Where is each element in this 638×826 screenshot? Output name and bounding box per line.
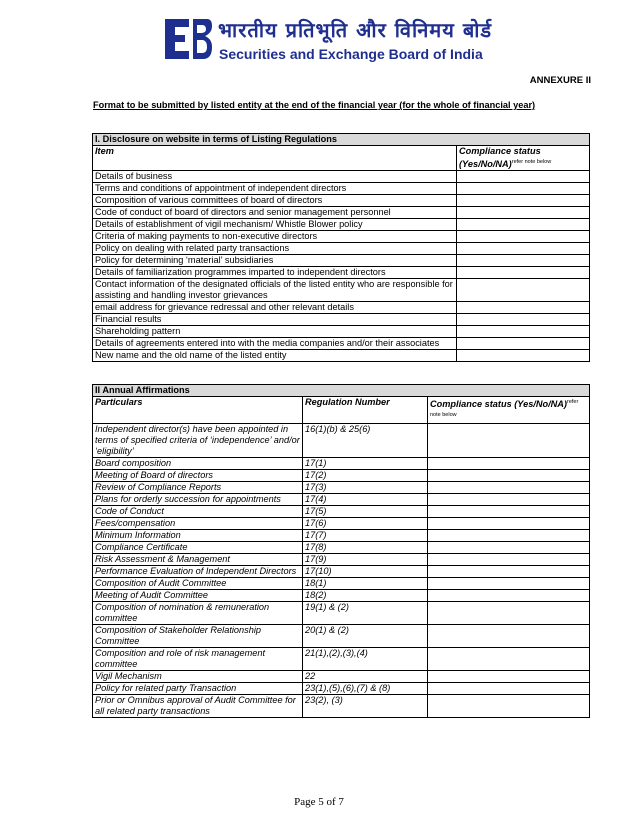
org-name-english: Securities and Exchange Board of India <box>219 46 483 62</box>
status-cell[interactable] <box>428 424 590 458</box>
regulation-cell: 18(1) <box>303 578 428 590</box>
status-cell[interactable] <box>457 350 590 362</box>
status-cell[interactable] <box>428 566 590 578</box>
regulation-cell: 21(1),(2),(3),(4) <box>303 648 428 671</box>
table-row <box>93 279 590 302</box>
regulation-cell: 18(2) <box>303 590 428 602</box>
item-cell: Policy for determining ‘material’ subsidiaries <box>93 255 457 267</box>
particulars-cell: Composition of nomination & remuneration committee <box>93 602 303 625</box>
item-cell: Details of establishment of vigil mechanism/ Whistle Blower policy <box>93 219 457 231</box>
particulars-cell: Code of Conduct <box>93 506 303 518</box>
table-row <box>93 578 590 590</box>
status-cell[interactable] <box>457 171 590 183</box>
item-cell: Code of conduct of board of directors and senior management personnel <box>93 207 457 219</box>
particulars-cell: Composition of Stakeholder Relationship Committee <box>93 625 303 648</box>
status-cell[interactable] <box>428 625 590 648</box>
regulation-cell: 17(8) <box>303 542 428 554</box>
table-row <box>93 671 590 683</box>
table-row <box>93 314 590 326</box>
status-header-text: Compliance status (Yes/No/NA) <box>459 146 541 170</box>
table-row <box>93 695 590 718</box>
table-row <box>93 518 590 530</box>
table-row <box>93 542 590 554</box>
particulars-cell: Plans for orderly succession for appointments <box>93 494 303 506</box>
status-cell[interactable] <box>428 683 590 695</box>
table-row <box>93 530 590 542</box>
status2-note: refer note below <box>430 399 579 419</box>
table-row <box>93 470 590 482</box>
item-cell: Criteria of making payments to non-executive directors <box>93 231 457 243</box>
status-note: refer note below <box>511 159 552 165</box>
status-cell[interactable] <box>428 648 590 671</box>
particulars-cell: Fees/compensation <box>93 518 303 530</box>
table-row <box>93 183 590 195</box>
col-particulars-header: Particulars <box>93 397 303 424</box>
table-row <box>93 350 590 362</box>
status-cell[interactable] <box>457 326 590 338</box>
status2-header-text: Compliance status (Yes/No/NA) <box>430 399 567 410</box>
status-cell[interactable] <box>457 207 590 219</box>
regulation-cell: 17(6) <box>303 518 428 530</box>
regulation-cell: 17(4) <box>303 494 428 506</box>
status-cell[interactable] <box>428 671 590 683</box>
particulars-cell: Independent director(s) have been appointed in terms of specified criteria of ‘independence’ and/or ‘eligibility’ <box>93 424 303 458</box>
item-cell: Details of agreements entered into with the media companies and/or their associates <box>93 338 457 350</box>
particulars-cell: Policy for related party Transaction <box>93 683 303 695</box>
status-cell[interactable] <box>428 578 590 590</box>
table-row <box>93 243 590 255</box>
item-cell: Financial results <box>93 314 457 326</box>
table-row <box>93 255 590 267</box>
status-cell[interactable] <box>428 458 590 470</box>
status-cell[interactable] <box>428 695 590 718</box>
status-cell[interactable] <box>428 542 590 554</box>
status-cell[interactable] <box>457 183 590 195</box>
annexure-label: ANNEXURE II <box>529 75 591 86</box>
table-row <box>93 326 590 338</box>
page-footer: Page 5 of 7 <box>294 796 344 808</box>
status-cell[interactable] <box>457 243 590 255</box>
particulars-cell: Vigil Mechanism <box>93 671 303 683</box>
table-row <box>93 338 590 350</box>
particulars-cell: Review of Compliance Reports <box>93 482 303 494</box>
regulation-cell: 22 <box>303 671 428 683</box>
particulars-cell: Composition and role of risk management committee <box>93 648 303 671</box>
regulation-cell: 20(1) & (2) <box>303 625 428 648</box>
status-cell[interactable] <box>457 279 590 302</box>
table-row <box>93 231 590 243</box>
regulation-cell: 19(1) & (2) <box>303 602 428 625</box>
status-cell[interactable] <box>428 530 590 542</box>
particulars-cell: Prior or Omnibus approval of Audit Committee for all related party transactions <box>93 695 303 718</box>
particulars-cell: Minimum Information <box>93 530 303 542</box>
regulation-cell: 17(3) <box>303 482 428 494</box>
particulars-cell: Board composition <box>93 458 303 470</box>
item-cell: Details of business <box>93 171 457 183</box>
particulars-cell: Risk Assessment & Management <box>93 554 303 566</box>
table-row <box>93 302 590 314</box>
table-row <box>93 494 590 506</box>
item-cell: Contact information of the designated officials of the listed entity who are responsible for assisting and handling investor grievances <box>93 279 457 302</box>
particulars-cell: Composition of Audit Committee <box>93 578 303 590</box>
status-cell[interactable] <box>457 255 590 267</box>
regulation-cell: 16(1)(b) & 25(6) <box>303 424 428 458</box>
item-cell: Shareholding pattern <box>93 326 457 338</box>
table-row <box>93 207 590 219</box>
table-row <box>93 625 590 648</box>
table-row <box>93 554 590 566</box>
particulars-cell: Compliance Certificate <box>93 542 303 554</box>
status-cell[interactable] <box>428 494 590 506</box>
table-row <box>93 195 590 207</box>
status-cell[interactable] <box>428 518 590 530</box>
table-row <box>93 648 590 671</box>
regulation-cell: 23(2), (3) <box>303 695 428 718</box>
col-status-header <box>457 146 590 171</box>
status-cell[interactable] <box>428 482 590 494</box>
status-cell[interactable] <box>457 338 590 350</box>
status-cell[interactable] <box>457 314 590 326</box>
section2-title: II Annual Affirmations <box>93 385 590 397</box>
section1-title: I. Disclosure on website in terms of Listing Regulations <box>93 134 590 146</box>
col-regulation-header: Regulation Number <box>303 397 428 424</box>
item-cell: New name and the old name of the listed entity <box>93 350 457 362</box>
col-item-header: Item <box>93 146 457 171</box>
status-cell[interactable] <box>457 231 590 243</box>
status-cell[interactable] <box>457 267 590 279</box>
website-disclosure-table <box>92 133 590 362</box>
format-title: Format to be submitted by listed entity at the end of the financial year (for the whole of financial year) <box>93 100 536 110</box>
item-cell: Composition of various committees of board of directors <box>93 195 457 207</box>
table-row <box>93 219 590 231</box>
item-cell: Policy on dealing with related party transactions <box>93 243 457 255</box>
org-name-hindi: भारतीय प्रतिभूति और विनिमय बोर्ड <box>218 18 493 42</box>
table-row <box>93 171 590 183</box>
annual-affirmations-table <box>92 384 590 718</box>
status-cell[interactable] <box>457 195 590 207</box>
status-cell[interactable] <box>428 554 590 566</box>
table-row <box>93 267 590 279</box>
status-cell[interactable] <box>428 470 590 482</box>
regulation-cell: 17(9) <box>303 554 428 566</box>
table-row <box>93 590 590 602</box>
table-row <box>93 602 590 625</box>
regulation-cell: 23(1),(5),(6),(7) & (8) <box>303 683 428 695</box>
status-cell[interactable] <box>428 602 590 625</box>
table-row <box>93 683 590 695</box>
status-cell[interactable] <box>457 219 590 231</box>
regulation-cell: 17(5) <box>303 506 428 518</box>
table-row <box>93 506 590 518</box>
item-cell: Details of familiarization programmes imparted to independent directors <box>93 267 457 279</box>
status-cell[interactable] <box>428 590 590 602</box>
status-cell[interactable] <box>457 302 590 314</box>
letterhead <box>0 14 638 66</box>
sebi-logo-icon <box>163 16 213 62</box>
regulation-cell: 17(2) <box>303 470 428 482</box>
table-row <box>93 458 590 470</box>
regulation-cell: 17(10) <box>303 566 428 578</box>
particulars-cell: Meeting of Board of directors <box>93 470 303 482</box>
table-row <box>93 566 590 578</box>
status-cell[interactable] <box>428 506 590 518</box>
table-row <box>93 424 590 458</box>
col-status2-header <box>428 397 590 424</box>
item-cell: email address for grievance redressal and other relevant details <box>93 302 457 314</box>
item-cell: Terms and conditions of appointment of independent directors <box>93 183 457 195</box>
particulars-cell: Performance Evaluation of Independent Directors <box>93 566 303 578</box>
table-row <box>93 482 590 494</box>
regulation-cell: 17(1) <box>303 458 428 470</box>
regulation-cell: 17(7) <box>303 530 428 542</box>
particulars-cell: Meeting of Audit Committee <box>93 590 303 602</box>
